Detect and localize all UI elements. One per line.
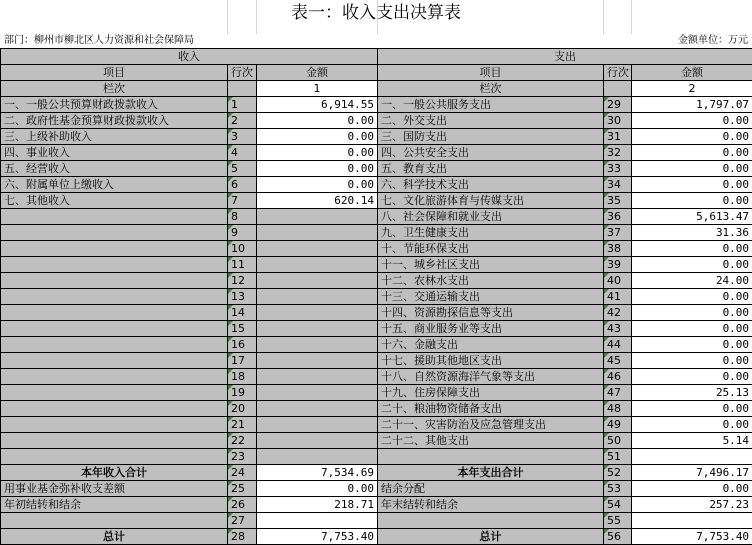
- income-col-label: 栏次: [1, 81, 228, 97]
- expense-amount-cell: 0.00: [632, 417, 752, 433]
- income-line-cell: 17: [228, 353, 257, 369]
- income-item-cell: 四、事业收入: [1, 145, 228, 161]
- income-col-number: 1: [257, 81, 378, 97]
- expense-amount-cell: 0.00: [632, 321, 752, 337]
- expense-item-cell: 二、外交支出: [378, 113, 604, 129]
- income-amount-cell: [257, 449, 378, 465]
- total-row: [1, 513, 752, 529]
- income-line-cell: 22: [228, 433, 257, 449]
- income-total-item-cell: 总计: [1, 529, 228, 545]
- table-row: [1, 257, 752, 273]
- gridline: [256, 0, 257, 34]
- income-total-item-cell: 本年收入合计: [1, 465, 228, 481]
- income-line-cell: 1: [228, 97, 257, 113]
- income-amount-header: 金额: [257, 65, 378, 81]
- expense-line-cell: 49: [604, 417, 632, 433]
- expense-total-line-cell: 52: [604, 465, 632, 481]
- expense-item-cell: 十三、交通运输支出: [378, 289, 604, 305]
- expense-col-blank: [604, 81, 632, 97]
- income-total-amount-cell: [257, 513, 378, 529]
- table-row: [1, 241, 752, 257]
- income-item-cell: [1, 337, 228, 353]
- expense-item-cell: 十一、城乡社区支出: [378, 257, 604, 273]
- expense-col-number: 2: [632, 81, 752, 97]
- income-amount-cell: [257, 337, 378, 353]
- expense-item-cell: 二十二、其他支出: [378, 433, 604, 449]
- expense-item-cell: 六、科学技术支出: [378, 177, 604, 193]
- income-amount-cell: [257, 385, 378, 401]
- expense-amount-cell: 0.00: [632, 129, 752, 145]
- income-line-cell: 6: [228, 177, 257, 193]
- income-item-cell: 五、经营收入: [1, 161, 228, 177]
- page-title: 表一：收入支出决算表: [0, 0, 752, 28]
- expense-line-cell: 50: [604, 433, 632, 449]
- table-row: [1, 385, 752, 401]
- expense-total-amount-cell: 7,753.40: [632, 529, 752, 545]
- income-line-cell: 23: [228, 449, 257, 465]
- expense-amount-cell: 0.00: [632, 369, 752, 385]
- expense-total-line-cell: 53: [604, 481, 632, 497]
- expense-line-cell: 40: [604, 273, 632, 289]
- expense-total-amount-cell: 0.00: [632, 481, 752, 497]
- table-row: [1, 369, 752, 385]
- expense-line-cell: 44: [604, 337, 632, 353]
- income-amount-cell: [257, 289, 378, 305]
- income-line-cell: 9: [228, 225, 257, 241]
- income-item-cell: [1, 225, 228, 241]
- income-line-cell: 20: [228, 401, 257, 417]
- income-total-line-cell: 27: [228, 513, 257, 529]
- income-line-cell: 16: [228, 337, 257, 353]
- expense-total-item-cell: 本年支出合计: [378, 465, 604, 481]
- department-label: 部门：柳州市柳北区人力资源和社会保障局: [4, 34, 194, 48]
- income-line-cell: 15: [228, 321, 257, 337]
- expense-amount-cell: 24.00: [632, 273, 752, 289]
- expense-line-cell: 48: [604, 401, 632, 417]
- income-line-cell: 13: [228, 289, 257, 305]
- income-item-cell: [1, 417, 228, 433]
- expense-item-cell: 九、卫生健康支出: [378, 225, 604, 241]
- income-total-amount-cell: 7,534.69: [257, 465, 378, 481]
- income-amount-cell: [257, 401, 378, 417]
- income-amount-cell: [257, 241, 378, 257]
- expense-item-cell: 四、公共安全支出: [378, 145, 604, 161]
- expense-line-cell: 35: [604, 193, 632, 209]
- expense-total-item-cell: 总计: [378, 529, 604, 545]
- table-row: [1, 433, 752, 449]
- income-item-cell: 二、政府性基金预算财政拨款收入: [1, 113, 228, 129]
- income-expense-table: [0, 48, 752, 545]
- expense-amount-cell: 0.00: [632, 337, 752, 353]
- income-total-amount-cell: 0.00: [257, 481, 378, 497]
- table-row: [1, 353, 752, 369]
- table-row: [1, 177, 752, 193]
- expense-line-cell: 33: [604, 161, 632, 177]
- income-amount-cell: [257, 225, 378, 241]
- total-row: [1, 481, 752, 497]
- expense-item-cell: 十九、住房保障支出: [378, 385, 604, 401]
- expense-item-cell: 十四、资源勘探信息等支出: [378, 305, 604, 321]
- income-item-cell: [1, 353, 228, 369]
- expense-item-cell: 十、节能环保支出: [378, 241, 604, 257]
- income-line-cell: 2: [228, 113, 257, 129]
- expense-total-line-cell: 54: [604, 497, 632, 513]
- expense-amount-cell: 5.14: [632, 433, 752, 449]
- income-amount-cell: [257, 209, 378, 225]
- expense-amount-cell: 0.00: [632, 113, 752, 129]
- income-line-cell: 18: [228, 369, 257, 385]
- income-item-cell: 七、其他收入: [1, 193, 228, 209]
- expense-amount-cell: 31.36: [632, 225, 752, 241]
- expense-amount-cell: 0.00: [632, 353, 752, 369]
- expense-total-item-cell: 年末结转和结余: [378, 497, 604, 513]
- section-header-row: [1, 49, 752, 65]
- income-line-cell: 21: [228, 417, 257, 433]
- expense-line-cell: 46: [604, 369, 632, 385]
- income-item-cell: [1, 257, 228, 273]
- income-total-amount-cell: 218.71: [257, 497, 378, 513]
- income-total-item-cell: 用事业基金弥补收支差额: [1, 481, 228, 497]
- expense-line-cell: 36: [604, 209, 632, 225]
- income-line-cell: 4: [228, 145, 257, 161]
- income-section-header: 收入: [1, 49, 378, 65]
- expense-total-amount-cell: 7,496.17: [632, 465, 752, 481]
- expense-item-cell: 一、一般公共服务支出: [378, 97, 604, 113]
- expense-amount-cell: 0.00: [632, 161, 752, 177]
- income-amount-cell: [257, 353, 378, 369]
- income-amount-cell: [257, 369, 378, 385]
- table-row: [1, 209, 752, 225]
- expense-amount-cell: 0.00: [632, 289, 752, 305]
- expense-item-cell: 十七、援助其他地区支出: [378, 353, 604, 369]
- income-line-cell: 19: [228, 385, 257, 401]
- expense-amount-header: 金额: [632, 65, 752, 81]
- expense-amount-cell: 0.00: [632, 257, 752, 273]
- income-amount-cell: 6,914.55: [257, 97, 378, 113]
- table-row: [1, 225, 752, 241]
- income-amount-cell: 0.00: [257, 161, 378, 177]
- income-item-cell: 一、一般公共预算财政拨款收入: [1, 97, 228, 113]
- income-amount-cell: [257, 417, 378, 433]
- expense-item-header: 项目: [378, 65, 604, 81]
- income-line-cell: 12: [228, 273, 257, 289]
- unit-label: 金额单位：万元: [678, 34, 748, 48]
- income-amount-cell: 0.00: [257, 145, 378, 161]
- total-row: [1, 497, 752, 513]
- expense-total-amount-cell: [632, 513, 752, 529]
- table-row: [1, 97, 752, 113]
- expense-item-cell: 二十一、灾害防治及应急管理支出: [378, 417, 604, 433]
- income-item-cell: [1, 449, 228, 465]
- income-item-cell: [1, 401, 228, 417]
- income-amount-cell: 0.00: [257, 129, 378, 145]
- expense-line-cell: 32: [604, 145, 632, 161]
- income-amount-cell: [257, 257, 378, 273]
- expense-amount-cell: 0.00: [632, 401, 752, 417]
- income-total-item-cell: [1, 513, 228, 529]
- table-row: [1, 305, 752, 321]
- income-amount-cell: [257, 305, 378, 321]
- income-amount-cell: [257, 273, 378, 289]
- table-row: [1, 129, 752, 145]
- expense-item-cell: 十五、商业服务业等支出: [378, 321, 604, 337]
- income-item-cell: [1, 273, 228, 289]
- expense-item-cell: 三、国防支出: [378, 129, 604, 145]
- expense-item-cell: 七、文化旅游体育与传媒支出: [378, 193, 604, 209]
- income-line-cell: 14: [228, 305, 257, 321]
- income-total-item-cell: 年初结转和结余: [1, 497, 228, 513]
- expense-item-cell: 十六、金融支出: [378, 337, 604, 353]
- table-row: [1, 193, 752, 209]
- expense-line-cell: 30: [604, 113, 632, 129]
- table-row: [1, 417, 752, 433]
- expense-amount-cell: 5,613.47: [632, 209, 752, 225]
- expense-item-cell: 八、社会保障和就业支出: [378, 209, 604, 225]
- expense-line-cell: 37: [604, 225, 632, 241]
- expense-line-header: 行次: [604, 65, 632, 81]
- table-row: [1, 145, 752, 161]
- expense-amount-cell: 0.00: [632, 145, 752, 161]
- income-amount-cell: 0.00: [257, 177, 378, 193]
- income-item-cell: 三、上级补助收入: [1, 129, 228, 145]
- expense-line-cell: 31: [604, 129, 632, 145]
- income-item-cell: 六、附属单位上缴收入: [1, 177, 228, 193]
- income-total-amount-cell: 7,753.40: [257, 529, 378, 545]
- expense-line-cell: 34: [604, 177, 632, 193]
- table-row: [1, 321, 752, 337]
- total-row: [1, 529, 752, 545]
- table-row: [1, 113, 752, 129]
- income-line-cell: 5: [228, 161, 257, 177]
- column-header-row: [1, 65, 752, 81]
- expense-line-cell: 38: [604, 241, 632, 257]
- table-row: [1, 273, 752, 289]
- income-item-cell: [1, 241, 228, 257]
- income-total-line-cell: 25: [228, 481, 257, 497]
- expense-total-line-cell: 56: [604, 529, 632, 545]
- expense-line-cell: 47: [604, 385, 632, 401]
- income-line-header: 行次: [228, 65, 257, 81]
- income-amount-cell: [257, 433, 378, 449]
- expense-col-label: 栏次: [378, 81, 604, 97]
- total-row: [1, 465, 752, 481]
- expense-item-cell: 五、教育支出: [378, 161, 604, 177]
- income-item-cell: [1, 433, 228, 449]
- expense-total-line-cell: 55: [604, 513, 632, 529]
- income-col-blank: [228, 81, 257, 97]
- income-line-cell: 10: [228, 241, 257, 257]
- expense-amount-cell: [632, 449, 752, 465]
- expense-line-cell: 45: [604, 353, 632, 369]
- income-total-line-cell: 26: [228, 497, 257, 513]
- table-row: [1, 161, 752, 177]
- expense-line-cell: 39: [604, 257, 632, 273]
- expense-line-cell: 43: [604, 321, 632, 337]
- income-amount-cell: [257, 321, 378, 337]
- expense-total-amount-cell: 257.23: [632, 497, 752, 513]
- expense-amount-cell: 0.00: [632, 241, 752, 257]
- income-item-cell: [1, 369, 228, 385]
- expense-line-cell: 41: [604, 289, 632, 305]
- expense-section-header: 支出: [378, 49, 752, 65]
- column-number-row: [1, 81, 752, 97]
- expense-item-cell: 二十、粮油物资储备支出: [378, 401, 604, 417]
- income-line-cell: 8: [228, 209, 257, 225]
- income-amount-cell: 620.14: [257, 193, 378, 209]
- expense-amount-cell: 25.13: [632, 385, 752, 401]
- income-item-cell: [1, 321, 228, 337]
- income-total-line-cell: 28: [228, 529, 257, 545]
- table-row: [1, 449, 752, 465]
- expense-total-item-cell: [378, 513, 604, 529]
- gridline: [603, 0, 604, 34]
- expense-total-item-cell: 结余分配: [378, 481, 604, 497]
- income-line-cell: 11: [228, 257, 257, 273]
- income-item-cell: [1, 305, 228, 321]
- gridline: [227, 0, 228, 34]
- income-item-cell: [1, 209, 228, 225]
- expense-amount-cell: 0.00: [632, 177, 752, 193]
- expense-line-cell: 51: [604, 449, 632, 465]
- expense-item-cell: 十二、农林水支出: [378, 273, 604, 289]
- table-row: [1, 289, 752, 305]
- income-item-cell: [1, 289, 228, 305]
- income-item-cell: [1, 385, 228, 401]
- income-total-line-cell: 24: [228, 465, 257, 481]
- expense-amount-cell: 0.00: [632, 193, 752, 209]
- expense-amount-cell: 0.00: [632, 305, 752, 321]
- expense-line-cell: 42: [604, 305, 632, 321]
- table-row: [1, 337, 752, 353]
- income-amount-cell: 0.00: [257, 113, 378, 129]
- income-item-header: 项目: [1, 65, 228, 81]
- expense-item-cell: 十八、自然资源海洋气象等支出: [378, 369, 604, 385]
- expense-amount-cell: 1,797.07: [632, 97, 752, 113]
- table-row: [1, 401, 752, 417]
- expense-item-cell: [378, 449, 604, 465]
- income-line-cell: 7: [228, 193, 257, 209]
- gridline: [377, 0, 378, 34]
- income-line-cell: 3: [228, 129, 257, 145]
- gridline: [631, 0, 632, 34]
- expense-line-cell: 29: [604, 97, 632, 113]
